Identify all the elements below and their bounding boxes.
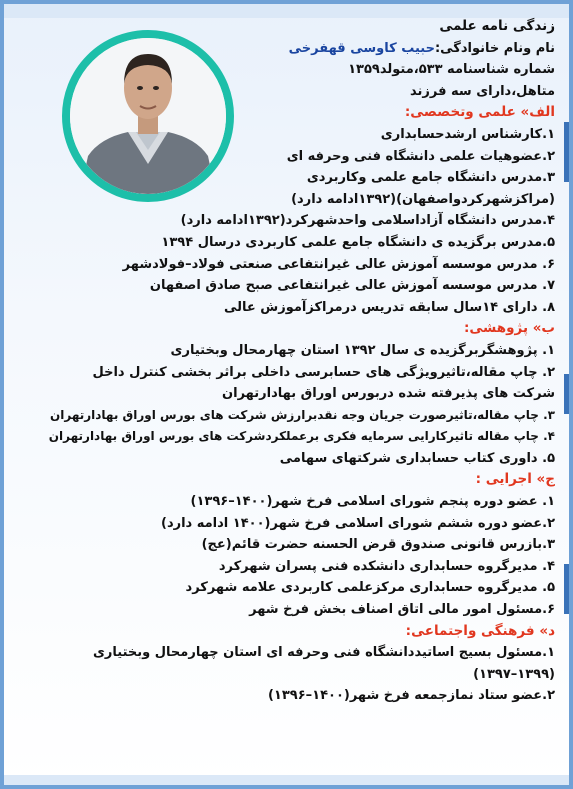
list-item: (مراکزشهرکردواصفهان)(۱۳۹۲ادامه دارد) [291,191,555,207]
list-item: ۵. مدیرگروه حسابداری مرکزعلمی کاربردی علامه شهرکرد [185,580,555,596]
list-item: ۴.مدرس دانشگاه آزاداسلامی واحدشهرکرد(۱۳۹۲ادامه دارد) [180,213,555,229]
list-item: ۵. داوری کتاب حسابداری شرکتهای سهامی [279,450,555,466]
id-line: شماره شناسنامه ۵۳۳،متولد۱۳۵۹ [348,62,555,78]
list-item: ۸. دارای ۱۴سال سابقه تدریس درمراکزآموزش عالی [223,299,555,315]
list-item: ۲.عضو دوره ششم شورای اسلامی فرخ شهر(۱۴۰۰ ادامه دارد) [161,515,555,531]
section-heading-cultural: د» فرهنگی واجتماعی: [405,622,555,639]
list-item: ۱. پژوهشگربرگزیده ی سال ۱۳۹۲ استان چهارمحال وبختیاری [170,342,555,358]
side-accent [564,564,569,614]
side-accent [564,374,569,414]
list-item: ۱. عضو دوره پنجم شورای اسلامی فرخ شهر(۱۴۰۰–۱۳۹۶) [190,494,555,510]
list-item: ۱.کارشناس ارشدحسابداری [380,126,555,142]
list-item: ۲.عضوهیات علمی دانشگاه فنی وحرفه ای [286,148,555,164]
list-item: ۶. مدرس موسسه آموزش عالی غیرانتفاعی صنعتی فولاد–فولادشهر [122,256,555,272]
list-item: ۴. چاپ مقاله تاثیرکارایی سرمایه فکری برعملکردشرکت های بورس اوراق بهادارتهران [48,429,555,444]
list-item: ۳. چاپ مقاله،تاثیرصورت جریان وجه نقدبرارزش شرکت های بورس اوراق بهادارتهران [50,407,555,422]
list-item: ۲. چاپ مقاله،تاثیرویژگی های حسابرسی داخلی براثر بخشی کنترل داخل [92,364,555,380]
page-title: زندگی نامه علمی [439,18,555,34]
list-item: ۵.مدرس برگزیده ی دانشگاه جامع علمی کاربردی درسال ۱۳۹۴ [161,234,555,250]
marital-line: متاهل،دارای سه فرزند [410,83,555,99]
section-heading-executive: ج» اجرایی : [475,471,555,488]
name-line [15,38,555,60]
name-label: نام ونام خانوادگی: [434,40,555,56]
list-item: ۷. مدرس موسسه آموزش عالی غیرانتفاعی صبح صادق اصفهان [149,278,555,294]
list-item: ۳.مدرس دانشگاه جامع علمی وکاربردی [306,170,555,186]
list-item: (۱۳۹۹–۱۳۹۷) [473,666,555,682]
side-accent [564,122,569,182]
biography-text [15,16,555,707]
section-heading-research: ب» پژوهشی: [464,320,555,337]
list-item: ۴. مدیرگروه حسابداری دانشکده فنی پسران شهرکرد [218,558,555,574]
list-item: ۳.بازرس قانونی صندوق قرض الحسنه حضرت قائم(عج) [201,537,555,553]
list-item: ۶.مسئول امور مالی اتاق اصناف بخش فرخ شهر [249,602,555,618]
list-item: ۱.مسئول بسیج اساتیددانشگاه فنی وحرفه ای استان چهارمحال وبختیاری [93,645,555,661]
list-item: ۲.عضو ستاد نمازجمعه فرخ شهر(۱۴۰۰–۱۳۹۶) [267,688,555,704]
list-item: شرکت های پذیرفته شده دربورس اوراق بهادارتهران [222,386,555,402]
section-heading-academic: الف» علمی وتخصصی: [404,104,555,121]
bottom-band [4,775,569,785]
person-name: حبیب کاوسی قهفرخی [288,40,435,56]
